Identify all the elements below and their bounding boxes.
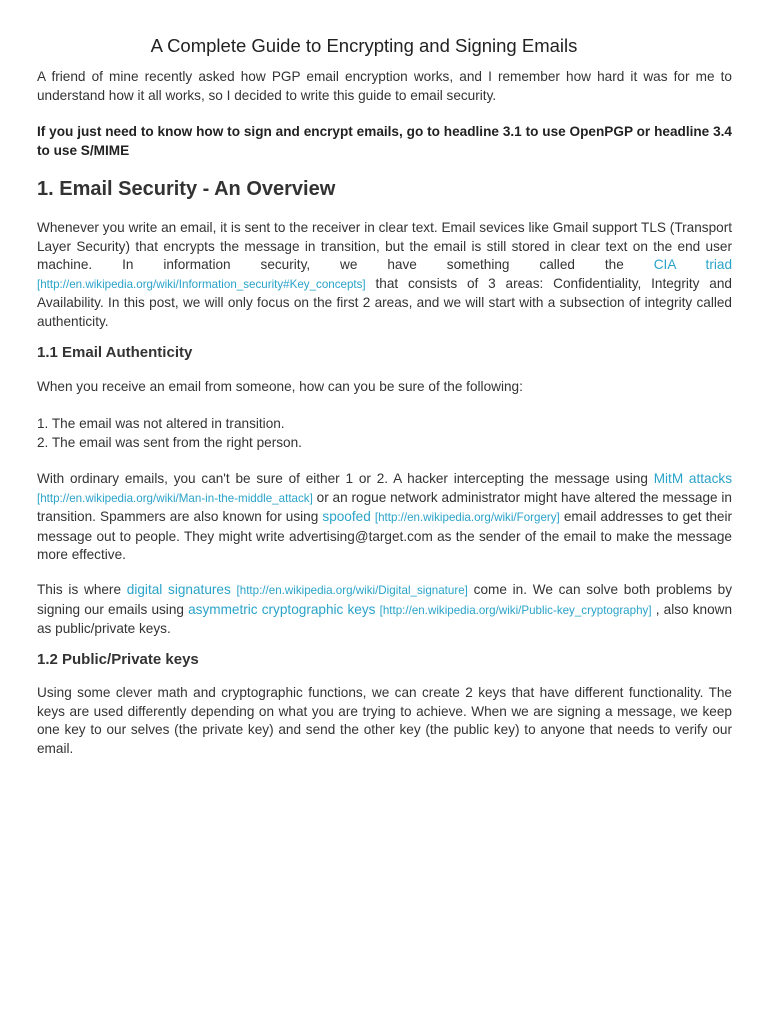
document-title: A Complete Guide to Encrypting and Signing Emails bbox=[150, 35, 578, 56]
signatures-text-2: come in. We can solve both problems by signing our emails using bbox=[37, 582, 733, 617]
mitm-text-2: or an rogue network administrator might have altered the message in transition. Spammers are also known for using bbox=[37, 489, 732, 525]
cia-triad-link[interactable]: CIA triad bbox=[653, 257, 733, 273]
spoofed-link[interactable]: spoofed bbox=[322, 509, 371, 525]
mitm-paragraph bbox=[37, 470, 732, 565]
keys-paragraph: Using some clever math and cryptographic functions, we can create 2 keys that have different functionality. The keys are used differently depending on what you are trying to achieve. When we are signing a message, we keep one key to our selves (the private key) and send the other key (the public key) to anyone that needs to verify our email. bbox=[37, 685, 732, 756]
digital-signatures-link[interactable]: digital signatures bbox=[126, 582, 231, 597]
section-1-2-heading: 1.2 Public/Private keys bbox=[37, 651, 199, 668]
signatures-text-1: This is where bbox=[37, 582, 122, 597]
signatures-text-3: , also known as public/private keys. bbox=[37, 601, 733, 637]
asymmetric-keys-link[interactable]: asymmetric cryptographic keys bbox=[188, 601, 376, 617]
signatures-paragraph bbox=[37, 581, 732, 639]
mitm-text-3: email addresses to get their message out to people. They might write advertising@target.com as the sender of the email to make the message more effective. bbox=[37, 509, 733, 563]
digital-signatures-url[interactable]: [http://en.wikipedia.org/wiki/Digital_signature] bbox=[236, 584, 468, 597]
section-1-heading: 1. Email Security - An Overview bbox=[37, 178, 336, 200]
list-item: 2. The email was sent from the right person. bbox=[37, 434, 302, 450]
authenticity-question: When you receive an email from someone, how can you be sure of the following: bbox=[37, 379, 523, 394]
mitm-attacks-url[interactable]: [http://en.wikipedia.org/wiki/Man-in-the-middle_attack] bbox=[37, 491, 313, 505]
asymmetric-keys-url[interactable]: [http://en.wikipedia.org/wiki/Public-key_cryptography] bbox=[379, 603, 652, 617]
overview-text-after: that consists of 3 areas: Confidentiality, Integrity and Availability. In this post, we will only focus on the first 2 areas, and we will start with a subsection of integrity called authenticity. bbox=[37, 275, 732, 329]
tldr-paragraph: If you just need to know how to sign and encrypt emails, go to headline 3.1 to use OpenPGP or headline 3.4 to use S/MIME bbox=[37, 124, 732, 158]
intro-paragraph: A friend of mine recently asked how PGP email encryption works, and I remember how hard it was for me to understand how it all works, so I decided to write this guide to email security. bbox=[37, 69, 732, 103]
authenticity-list bbox=[37, 415, 732, 452]
spoofed-url[interactable]: [http://en.wikipedia.org/wiki/Forgery] bbox=[374, 511, 560, 525]
overview-paragraph bbox=[37, 219, 732, 332]
section-1-1-heading: 1.1 Email Authenticity bbox=[37, 344, 193, 361]
mitm-text-1: With ordinary emails, you can't be sure of either 1 or 2. A hacker intercepting the message using bbox=[37, 471, 648, 486]
overview-text-before: Whenever you write an email, it is sent to the receiver in clear text. Email sevices like Gmail support TLS (Transport Layer Security) that encrypts the message in transition, but the email is still stored in clear text on the end user machine. In information security, we have something called the bbox=[37, 220, 732, 273]
list-item: 1. The email was not altered in transition. bbox=[37, 416, 285, 431]
cia-triad-url[interactable]: [http://en.wikipedia.org/wiki/Information_security#Key_concepts] bbox=[37, 277, 366, 291]
mitm-attacks-link[interactable]: MitM attacks bbox=[653, 471, 732, 486]
